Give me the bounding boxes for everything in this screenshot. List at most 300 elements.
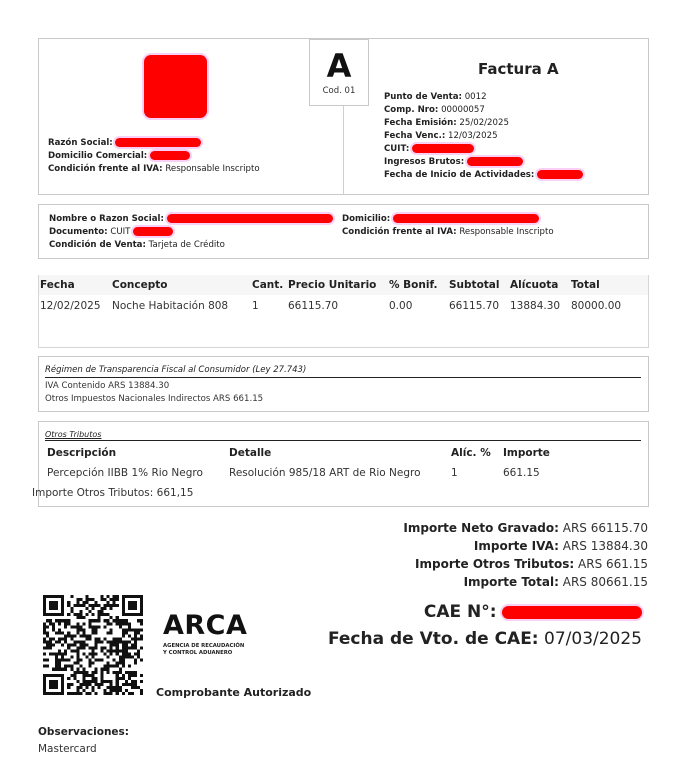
qr-module: [122, 631, 125, 634]
tributo-alic: 1: [451, 467, 458, 479]
qr-module: [79, 692, 82, 695]
qr-module: [91, 653, 94, 656]
qr-module: [85, 692, 88, 695]
qr-module: [67, 601, 70, 604]
qr-module: [88, 610, 91, 613]
qr-module: [82, 622, 85, 625]
qr-module: [73, 640, 76, 643]
qr-module: [43, 631, 46, 634]
qr-module: [113, 637, 116, 640]
qr-module: [95, 659, 98, 662]
qr-module: [110, 647, 113, 650]
qr-module: [113, 619, 116, 622]
qr-module: [52, 653, 55, 656]
qr-module: [128, 671, 131, 674]
qr-module: [46, 634, 49, 637]
qr-module: [95, 692, 98, 695]
qr-module: [49, 619, 52, 622]
qr-module: [79, 598, 82, 601]
qr-module: [119, 650, 122, 653]
qr-module: [101, 595, 104, 598]
importe-otros-tributos: Importe Otros Tributos: 661,15: [32, 487, 194, 499]
qr-module: [122, 628, 125, 631]
qr-module: [140, 622, 143, 625]
qr-module: [137, 653, 140, 656]
qr-module: [113, 601, 116, 604]
qr-module: [79, 625, 82, 628]
qr-module: [140, 634, 143, 637]
qr-module: [43, 659, 46, 662]
qr-module: [131, 628, 134, 631]
qr-module: [79, 610, 82, 613]
qr-module: [113, 604, 116, 607]
qr-module: [113, 665, 116, 668]
qr-module: [95, 601, 98, 604]
totals-block: [403, 519, 648, 591]
qr-module: [46, 640, 49, 643]
qr-module: [128, 692, 131, 695]
qr-module: [131, 692, 134, 695]
qr-module: [125, 683, 128, 686]
comp-nro-row: Comp. Nro: 00000057: [384, 105, 485, 115]
tributo-importe: 661.15: [503, 467, 540, 479]
invoice-title: Factura A: [478, 60, 559, 78]
redacted-field: [150, 151, 190, 160]
qr-module: [95, 637, 98, 640]
qr-module: [76, 604, 79, 607]
col-detalle: Detalle: [229, 447, 272, 459]
qr-module: [95, 625, 98, 628]
qr-module: [107, 668, 110, 671]
qr-module: [55, 619, 58, 622]
qr-module: [85, 643, 88, 646]
qr-module: [85, 634, 88, 637]
qr-module: [85, 683, 88, 686]
qr-module: [76, 601, 79, 604]
qr-module: [49, 637, 52, 640]
observaciones: [38, 724, 129, 758]
qr-module: [134, 683, 137, 686]
qr-module: [104, 665, 107, 668]
qr-module: [88, 653, 91, 656]
qr-module: [122, 622, 125, 625]
qr-module: [128, 622, 131, 625]
qr-module: [116, 677, 119, 680]
qr-module: [70, 610, 73, 613]
total-neto-row: Importe Neto Gravado: ARS 66115.70: [403, 521, 648, 535]
qr-module: [55, 656, 58, 659]
qr-module: [73, 662, 76, 665]
qr-module: [85, 598, 88, 601]
tributo-detalle: Resolución 985/18 ART de Rio Negro: [229, 467, 421, 479]
redacted-field: [502, 606, 642, 619]
qr-module: [104, 625, 107, 628]
qr-module: [140, 659, 143, 662]
item-cant: 1: [252, 300, 259, 312]
qr-module: [79, 634, 82, 637]
qr-module: [119, 671, 122, 674]
qr-module: [46, 659, 49, 662]
qr-module: [128, 683, 131, 686]
qr-module: [70, 634, 73, 637]
qr-module: [122, 674, 125, 677]
qr-module: [82, 628, 85, 631]
tributos-header-row: [47, 447, 563, 459]
qr-module: [128, 677, 131, 680]
qr-module: [70, 595, 73, 598]
qr-module: [104, 607, 107, 610]
redacted-field: [133, 227, 173, 236]
col-fecha: Fecha: [40, 279, 75, 291]
qr-module: [95, 619, 98, 622]
qr-module: [110, 598, 113, 601]
qr-module: [104, 668, 107, 671]
qr-module: [101, 647, 104, 650]
qr-module: [79, 671, 82, 674]
qr-module: [131, 637, 134, 640]
qr-module: [64, 653, 67, 656]
qr-module: [82, 689, 85, 692]
qr-module: [76, 662, 79, 665]
qr-module: [134, 671, 137, 674]
qr-module: [85, 607, 88, 610]
redacted-company-logo: [144, 55, 207, 118]
qr-module: [76, 616, 79, 619]
qr-module: [113, 650, 116, 653]
qr-module: [122, 647, 125, 650]
qr-module: [91, 628, 94, 631]
qr-module: [122, 677, 125, 680]
ingresos-brutos-row: Ingresos Brutos:: [384, 156, 583, 169]
qr-module: [55, 659, 58, 662]
qr-module: [79, 613, 82, 616]
qr-module: [79, 604, 82, 607]
qr-module: [61, 659, 64, 662]
qr-module: [110, 607, 113, 610]
client-right-info: [342, 213, 554, 239]
qr-module: [137, 686, 140, 689]
qr-module: [137, 650, 140, 653]
qr-module: [116, 683, 119, 686]
qr-module: [91, 674, 94, 677]
qr-module: [122, 683, 125, 686]
qr-module: [116, 674, 119, 677]
qr-module: [91, 656, 94, 659]
qr-module: [64, 659, 67, 662]
qr-module: [110, 640, 113, 643]
inicio-actividades-row: Fecha de Inicio de Actividades:: [384, 169, 583, 182]
qr-module: [101, 607, 104, 610]
qr-module: [137, 631, 140, 634]
qr-module: [125, 680, 128, 683]
qr-module: [104, 647, 107, 650]
qr-module: [43, 665, 46, 668]
qr-module: [55, 640, 58, 643]
qr-module: [43, 622, 46, 625]
qr-finder-pattern: [49, 680, 58, 689]
qr-module: [134, 662, 137, 665]
invoice-type-box: [309, 39, 369, 106]
qr-module: [101, 613, 104, 616]
qr-module: [98, 683, 101, 686]
qr-module: [76, 628, 79, 631]
qr-module: [116, 662, 119, 665]
qr-module: [125, 650, 128, 653]
qr-module: [116, 619, 119, 622]
qr-module: [46, 619, 49, 622]
qr-module: [67, 613, 70, 616]
qr-module: [67, 683, 70, 686]
qr-module: [122, 650, 125, 653]
qr-module: [110, 692, 113, 695]
qr-module: [76, 622, 79, 625]
qr-module: [137, 628, 140, 631]
qr-module: [137, 619, 140, 622]
qr-module: [64, 665, 67, 668]
qr-module: [79, 616, 82, 619]
qr-module: [49, 640, 52, 643]
qr-module: [116, 598, 119, 601]
qr-module: [140, 680, 143, 683]
regimen-rule: [45, 377, 641, 378]
qr-module: [82, 643, 85, 646]
qr-module: [91, 650, 94, 653]
qr-module: [67, 647, 70, 650]
qr-module: [110, 650, 113, 653]
qr-module: [91, 662, 94, 665]
qr-module: [88, 683, 91, 686]
qr-module: [82, 601, 85, 604]
qr-module: [64, 625, 67, 628]
regimen-title: Régimen de Transparencia Fiscal al Consumidor (Ley 27.743): [45, 365, 307, 375]
qr-module: [131, 683, 134, 686]
qr-module: [73, 604, 76, 607]
qr-module: [79, 683, 82, 686]
qr-module: [52, 668, 55, 671]
col-precio-unitario: Precio Unitario: [288, 279, 377, 291]
qr-module: [122, 665, 125, 668]
qr-module: [119, 656, 122, 659]
qr-module: [82, 640, 85, 643]
total-importe-row: Importe Total: ARS 80661.15: [463, 575, 648, 589]
comprobante-info: [384, 91, 583, 182]
qr-module: [122, 640, 125, 643]
comprobante-autorizado: Comprobante Autorizado: [156, 686, 312, 699]
qr-module: [85, 680, 88, 683]
qr-module: [95, 643, 98, 646]
qr-module: [58, 650, 61, 653]
qr-module: [82, 680, 85, 683]
qr-module: [91, 680, 94, 683]
qr-module: [107, 656, 110, 659]
qr-module: [58, 637, 61, 640]
qr-module: [46, 643, 49, 646]
qr-module: [134, 628, 137, 631]
qr-module: [73, 625, 76, 628]
qr-module: [101, 680, 104, 683]
qr-module: [67, 692, 70, 695]
qr-module: [128, 653, 131, 656]
qr-module: [113, 671, 116, 674]
fecha-emision-row: Fecha Emisión: 25/02/2025: [384, 118, 509, 128]
qr-module: [70, 650, 73, 653]
qr-module: [110, 665, 113, 668]
qr-module: [107, 686, 110, 689]
qr-module: [116, 637, 119, 640]
observaciones-value: Mastercard: [38, 743, 97, 755]
cae-vto-row: Fecha de Vto. de CAE: 07/03/2025: [327, 629, 642, 649]
qr-module: [122, 619, 125, 622]
qr-module: [85, 656, 88, 659]
qr-module: [125, 619, 128, 622]
qr-module: [107, 622, 110, 625]
item-fecha: 12/02/2025: [40, 300, 101, 312]
qr-module: [119, 668, 122, 671]
qr-module: [82, 631, 85, 634]
qr-module: [107, 613, 110, 616]
arca-subtitle-2: Y CONTROL ADUANERO: [163, 650, 233, 656]
qr-module: [131, 671, 134, 674]
qr-module: [131, 647, 134, 650]
qr-module: [91, 677, 94, 680]
qr-module: [95, 653, 98, 656]
qr-module: [88, 674, 91, 677]
qr-module: [58, 640, 61, 643]
qr-module: [82, 604, 85, 607]
qr-module: [125, 628, 128, 631]
qr-module: [64, 668, 67, 671]
col-descripcion: Descripción: [47, 447, 117, 459]
qr-module: [85, 674, 88, 677]
qr-module: [104, 604, 107, 607]
item-alicuota: 13884.30: [510, 300, 561, 312]
qr-module: [76, 680, 79, 683]
qr-module: [104, 689, 107, 692]
qr-module: [134, 686, 137, 689]
qr-module: [67, 619, 70, 622]
table-row: [47, 467, 563, 479]
tributos-rule: [45, 440, 641, 441]
qr-module: [43, 637, 46, 640]
qr-module: [107, 619, 110, 622]
qr-module: [67, 604, 70, 607]
qr-module: [128, 656, 131, 659]
qr-module: [107, 631, 110, 634]
qr-module: [98, 659, 101, 662]
qr-module: [67, 631, 70, 634]
qr-module: [122, 634, 125, 637]
qr-module: [88, 662, 91, 665]
qr-module: [140, 637, 143, 640]
qr-module: [64, 650, 67, 653]
qr-module: [116, 640, 119, 643]
qr-module: [91, 625, 94, 628]
qr-module: [98, 616, 101, 619]
qr-module: [76, 653, 79, 656]
qr-module: [88, 598, 91, 601]
redacted-field: [537, 170, 583, 179]
qr-module: [128, 625, 131, 628]
qr-module: [61, 619, 64, 622]
qr-module: [76, 692, 79, 695]
qr-module: [88, 622, 91, 625]
qr-module: [79, 659, 82, 662]
qr-code-icon[interactable]: [42, 595, 144, 695]
qr-module: [64, 619, 67, 622]
qr-module: [76, 598, 79, 601]
qr-module: [64, 622, 67, 625]
qr-module: [64, 634, 67, 637]
qr-module: [125, 647, 128, 650]
qr-module: [110, 628, 113, 631]
qr-module: [58, 622, 61, 625]
qr-module: [122, 656, 125, 659]
qr-module: [128, 647, 131, 650]
qr-module: [137, 637, 140, 640]
qr-module: [73, 671, 76, 674]
qr-module: [125, 640, 128, 643]
qr-module: [134, 640, 137, 643]
qr-module: [76, 650, 79, 653]
qr-module: [128, 640, 131, 643]
qr-module: [119, 662, 122, 665]
qr-module: [52, 625, 55, 628]
qr-module: [107, 680, 110, 683]
qr-module: [95, 677, 98, 680]
qr-module: [85, 637, 88, 640]
qr-module: [107, 604, 110, 607]
qr-module: [107, 671, 110, 674]
qr-module: [95, 604, 98, 607]
qr-module: [70, 656, 73, 659]
qr-module: [73, 677, 76, 680]
qr-module: [43, 647, 46, 650]
qr-module: [91, 689, 94, 692]
qr-module: [131, 674, 134, 677]
qr-module: [119, 677, 122, 680]
qr-module: [107, 650, 110, 653]
qr-module: [95, 671, 98, 674]
qr-module: [43, 628, 46, 631]
qr-module: [76, 659, 79, 662]
qr-module: [76, 625, 79, 628]
qr-module: [125, 671, 128, 674]
qr-module: [140, 619, 143, 622]
qr-module: [95, 640, 98, 643]
qr-module: [88, 634, 91, 637]
qr-module: [110, 653, 113, 656]
regimen-iva-contenido: IVA Contenido ARS 13884.30: [45, 381, 170, 391]
emisor-info: [48, 137, 260, 176]
qr-module: [113, 640, 116, 643]
qr-module: [67, 659, 70, 662]
qr-module: [98, 619, 101, 622]
qr-module: [61, 637, 64, 640]
qr-module: [58, 653, 61, 656]
qr-module: [113, 598, 116, 601]
qr-module: [73, 650, 76, 653]
regimen-lines: [45, 380, 263, 406]
qr-module: [85, 686, 88, 689]
qr-module: [70, 674, 73, 677]
col-importe: Importe: [503, 447, 550, 459]
qr-module: [70, 607, 73, 610]
qr-module: [58, 631, 61, 634]
qr-module: [70, 643, 73, 646]
qr-module: [116, 653, 119, 656]
tributo-descripcion: Percepción IIBB 1% Rio Negro: [47, 467, 203, 479]
qr-module: [101, 671, 104, 674]
